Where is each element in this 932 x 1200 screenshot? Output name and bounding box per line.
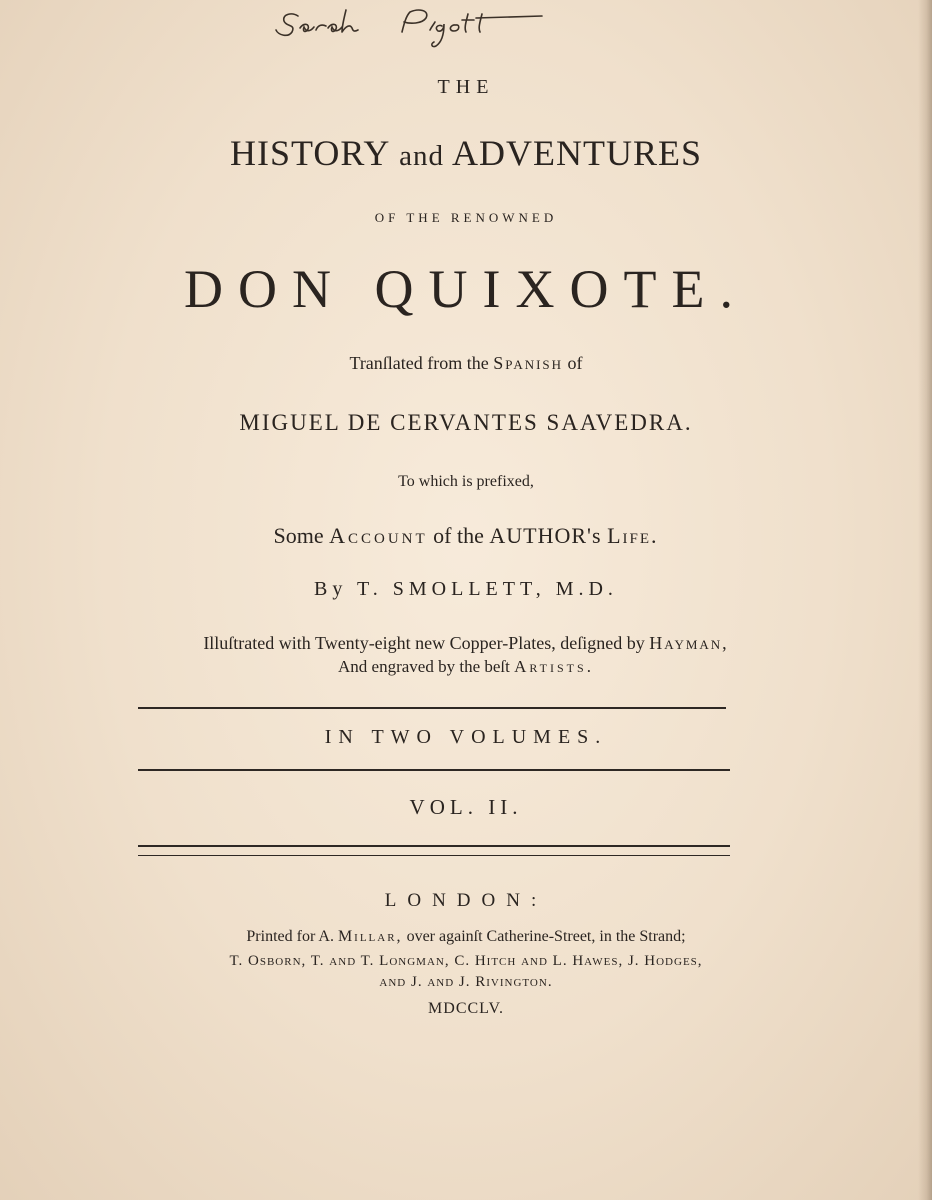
page-edge-shadow <box>918 0 932 1200</box>
title-the: THE <box>437 76 495 98</box>
translated-line <box>0 353 932 374</box>
of-the-text: of the <box>433 523 484 548</box>
some-text: Some <box>273 523 324 548</box>
imprint-line-3: and J. and J. Rivington. <box>379 974 553 990</box>
printed-for-text: Printed for A. <box>246 928 334 945</box>
title-history-line <box>0 132 932 174</box>
signature-text <box>270 2 271 3</box>
account-text: Account <box>329 523 428 548</box>
prefix-line: To which is prefixed, <box>398 473 534 490</box>
rule-3a <box>138 845 730 847</box>
author-name: MIGUEL DE CERVANTES SAAVEDRA. <box>239 410 693 435</box>
life-text: Life. <box>607 523 659 548</box>
translated-text: Tranſlated from the <box>349 353 489 373</box>
illustrations-line-2 <box>0 657 932 677</box>
hayman-text: Hayman, <box>649 633 729 653</box>
title-history: HISTORY <box>230 133 390 173</box>
title-and: and <box>399 140 444 172</box>
engraved-text: And engraved by the beſt <box>338 657 510 676</box>
handwritten-signature <box>270 2 560 50</box>
imprint-date: MDCCLV. <box>428 1000 504 1017</box>
imprint-line-1 <box>0 928 932 946</box>
volumes-line: IN TWO VOLUMES. <box>324 726 608 748</box>
imprint-city: LONDON: <box>384 890 548 911</box>
imprint-line-2: T. Osborn, T. and T. Longman, C. Hitch and L. Hawes, J. Hodges, <box>229 953 703 969</box>
rule-2 <box>138 769 730 771</box>
millar-text: Millar, <box>337 928 403 945</box>
signature-drawing <box>270 2 560 50</box>
title-of-the-renowned: OF THE RENOWNED <box>374 210 558 225</box>
spanish-text: Spanish <box>493 353 564 373</box>
artists-text: Artists. <box>514 657 594 676</box>
title-adventures: ADVENTURES <box>451 133 702 173</box>
rule-1 <box>138 707 726 709</box>
title-don-quixote: DON QUIXOTE. <box>184 259 748 319</box>
of-text: of <box>567 353 583 373</box>
rule-3b <box>138 855 730 856</box>
account-line <box>0 523 932 549</box>
strand-text: over againſt Catherine-Street, in the Strand; <box>406 928 686 945</box>
byline: By T. SMOLLETT, M.D. <box>314 578 618 600</box>
authors-text: AUTHOR's <box>489 523 602 548</box>
vol-line: VOL. II. <box>409 795 523 819</box>
illustrations-line-1 <box>0 633 932 654</box>
illustrations-text: Illuſtrated with Twenty-eight new Copper-Plates, deſigned by <box>203 633 645 653</box>
